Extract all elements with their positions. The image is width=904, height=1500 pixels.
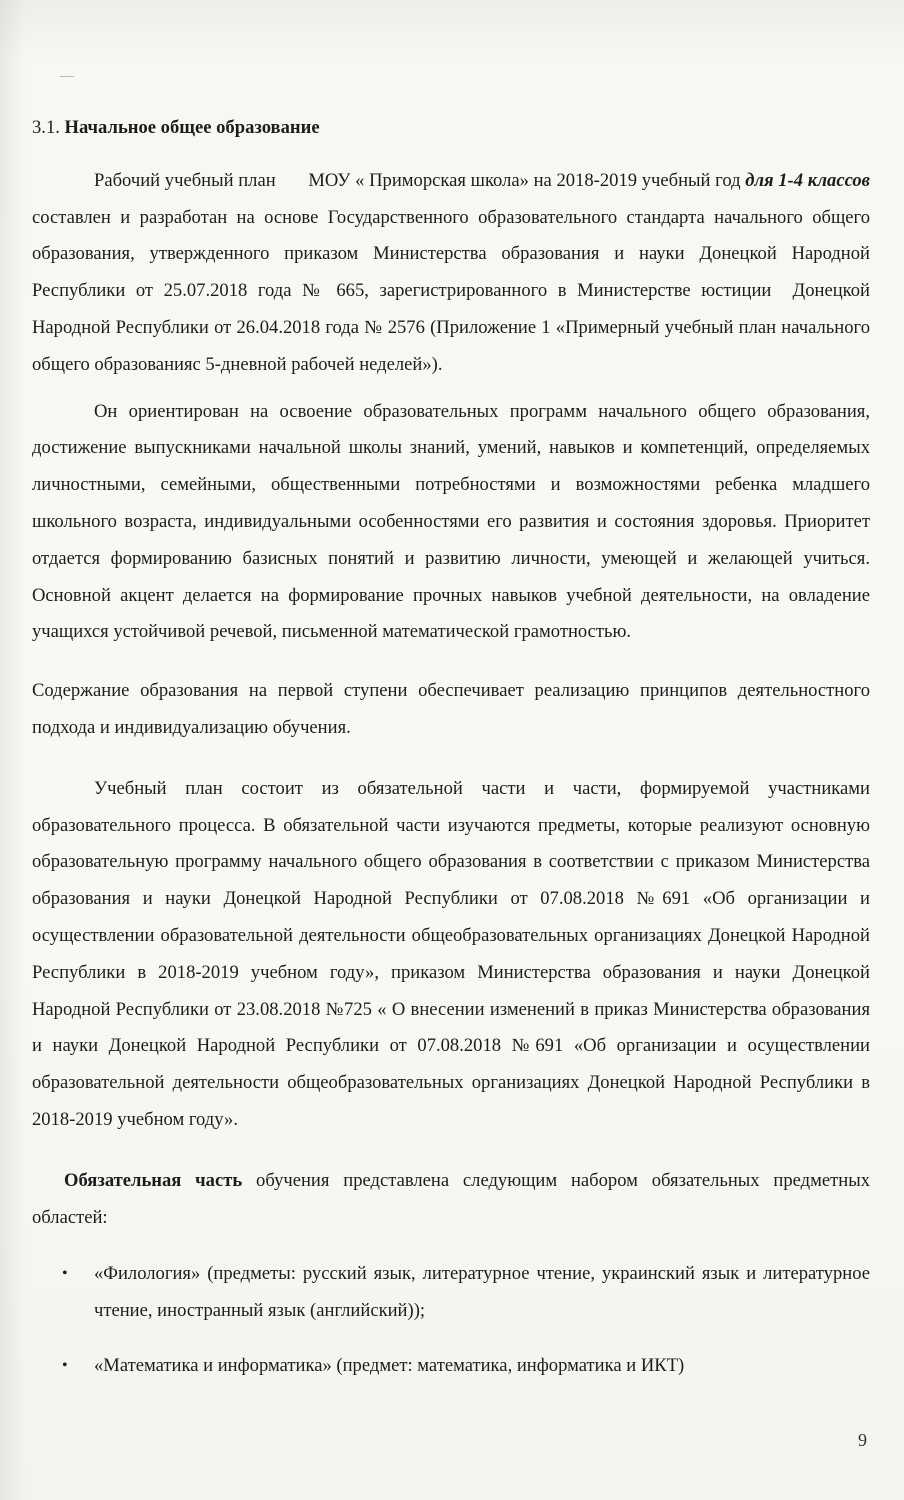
paragraph-study-plan-emphasis: для 1-4 классов xyxy=(745,169,870,191)
bullet-icon: • xyxy=(62,1356,68,1374)
document-body xyxy=(32,110,875,1403)
paragraph-mandatory-part xyxy=(32,1163,870,1237)
paragraph-study-plan-part2: составлен и разработан на основе Государственного образовательного стандарта начального общего образования, утвержденного приказом Министерства образования и науки Донецкой Народной Республики от 25.07.2018 года № 665, зарегистрированного в Министерстве юстиции Донецкой Народной Республики от 26.04.2018 года № 2576 (Приложение 1 «Примерный учебный план начального общего образованияс 5-дневной рабочей неделей»). xyxy=(32,169,875,375)
section-heading xyxy=(32,110,870,147)
mandatory-part-bold: Обязательная часть xyxy=(64,1169,243,1191)
section-title: Начальное общее образование xyxy=(64,117,320,138)
list-item-text: «Филология» (предметы: русский язык, литературное чтение, украинский язык и литературное чтение, иностранный язык (английский)); xyxy=(94,1263,870,1322)
list-item xyxy=(32,1348,870,1385)
paragraph-orientation: Он ориентирован на освоение образовательных программ начального общего образования, достижение выпускниками начальной школы знаний, умений, навыков и компетенций, определяемых личностными, семейными, общественными потребностями и возможностями ребенка младшего школьного возраста, индивидуальными особенностями его развития и состояния здоровья. Приоритет отдается формированию базисных понятий и развитию личности, умеющей и желающей учиться. Основной акцент делается на формирование прочных навыков учебной деятельности, на овладение учащихся устойчивой речевой, письменной математической грамотностью. xyxy=(32,400,870,643)
bullet-icon: • xyxy=(62,1265,68,1283)
paragraph-study-plan-part1: Рабочий учебный план МОУ « Приморская школа» на 2018-2019 учебный год xyxy=(94,169,746,191)
scan-mark xyxy=(60,76,74,77)
paragraph-study-plan xyxy=(32,163,875,384)
scan-edge-shadow xyxy=(0,0,26,1500)
list-item xyxy=(32,1256,870,1330)
paragraph-content: Содержание образования на первой ступени обеспечивает реализацию принципов деятельностного подхода и индивидуализацию обучения. xyxy=(32,680,870,738)
paragraph-plan-structure: Учебный план состоит из обязательной части и части, формируемой участниками образовательного процесса. В обязательной части изучаются предметы, которые реализуют основную образовательную программу начального общего образования в соответствии с приказом Министерства образования и науки Донецкой Народной Республики от 07.08.2018 №691 «Об организации и осуществлении образовательной деятельности общеобразовательных организациях Донецкой Народной Республики в 2018-2019 учебном году», приказом Министерства образования и науки Донецкой Народной Республики от 23.08.2018 №725 « О внесении изменений в приказ Министерства образования и науки Донецкой Народной Республики от 07.08.2018 №691 «Об организации и осуществлении образовательной деятельности общеобразовательных организациях Донецкой Народной Республики в 2018-2019 учебном году». xyxy=(32,777,870,1130)
mandatory-part-rest: обучения представлена следующим набором обязательных предметных областей: xyxy=(32,1169,871,1228)
subject-areas-list xyxy=(32,1256,870,1384)
list-item-text: «Математика и информатика» (предмет: математика, информатика и ИКТ) xyxy=(94,1354,685,1376)
page-number: 9 xyxy=(858,1430,867,1450)
section-number: 3.1. xyxy=(32,117,60,138)
